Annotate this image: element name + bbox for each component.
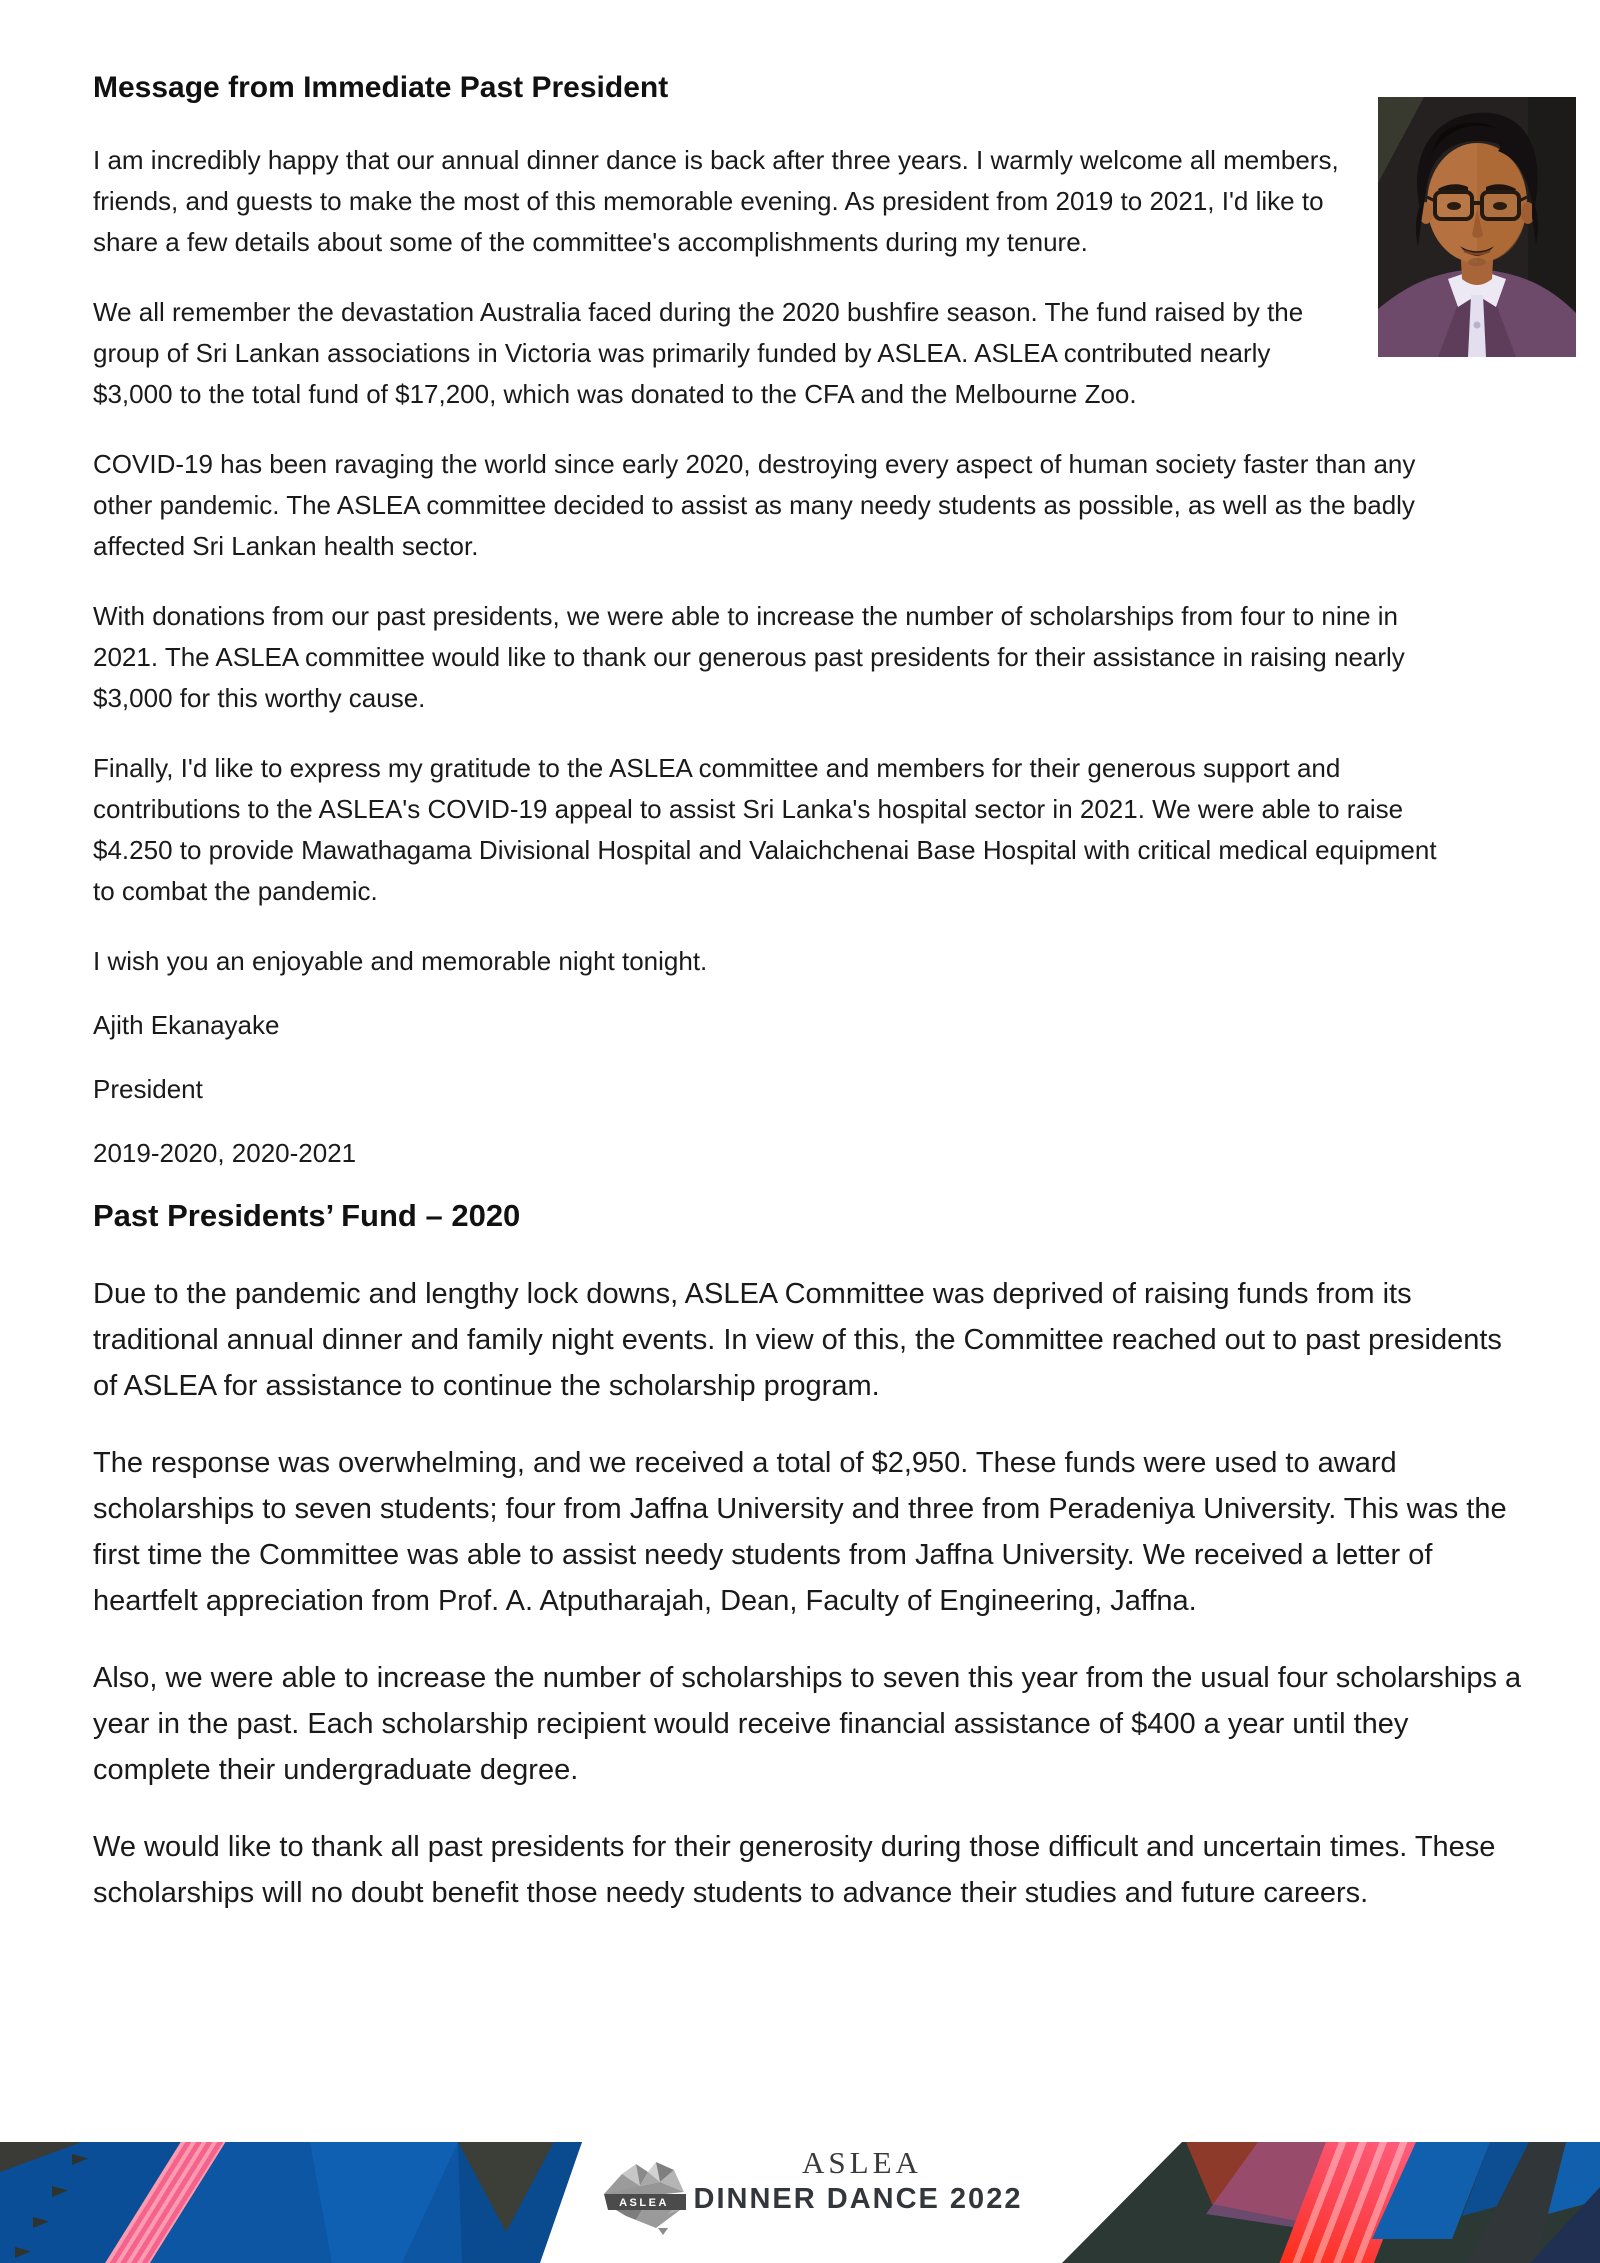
signature-name: Ajith Ekanayake bbox=[93, 1010, 280, 1040]
event-title: DINNER DANCE 2022 bbox=[693, 2183, 1023, 2215]
paragraph: We would like to thank all past presidents for their generosity during those difficult and uncertain times. These scholarships will no doubt benefit those needy students to advance their studies and future careers. bbox=[93, 1831, 1496, 1909]
paragraph: Also, we were able to increase the number of scholarships to seven this year from the usual four scholarships a year in the past. Each scholarship recipient would receive financial assistance of $400 a year until they complete their undergraduate degree. bbox=[93, 1662, 1522, 1786]
paragraph: With donations from our past presidents, we were able to increase the number of scholarships from four to nine in 2021. The ASLEA committee would like to thank our generous past presidents for their assistance in raising nearly $3,000 for this worthy cause. bbox=[93, 601, 1405, 713]
heading-fund: Past Presidents’ Fund – 2020 bbox=[93, 1198, 521, 1233]
aslea-logo bbox=[602, 2158, 686, 2236]
section-fund bbox=[93, 1197, 1533, 1916]
paragraph: We all remember the devastation Australia faced during the 2020 bushfire season. The fund raised by the group of Sri Lankan associations in Victoria was primarily funded by ASLEA. ASLEA contributed nearly $3,000 to the total fund of $17,200, which was donated to the CFA and the Melbourne Zoo. bbox=[93, 297, 1304, 409]
aslea-wordmark: ASLEA bbox=[802, 2145, 922, 2180]
footer-right-art bbox=[1000, 2142, 1600, 2263]
aslea-logo-label: ASLEA bbox=[619, 2197, 669, 2209]
section-past-president bbox=[93, 70, 1533, 1174]
heading-past-president: Message from Immediate Past President bbox=[93, 71, 669, 104]
closing-line: I wish you an enjoyable and memorable night tonight. bbox=[93, 946, 708, 976]
paragraph: Finally, I'd like to express my gratitude to the ASLEA committee and members for their generous support and contributions to the ASLEA's COVID-19 appeal to assist Sri Lanka's hospital sector in 2021. We were able to raise $4.250 to provide Mawathagama Divisional Hospital and Valaichchenai Base Hospital with critical medical equipment to combat the pandemic. bbox=[93, 753, 1437, 906]
paragraph: I am incredibly happy that our annual dinner dance is back after three years. I warmly welcome all members, friends, and guests to make the most of this memorable evening. As president from 2019 to 2021, I'd like to share a few details about some of the committee's accomplishments during my tenure. bbox=[93, 145, 1339, 257]
paragraph: COVID-19 has been ravaging the world since early 2020, destroying every aspect of human society faster than any other pandemic. The ASLEA committee decided to assist as many needy students as possible, as well as the badly affected Sri Lankan health sector. bbox=[93, 449, 1416, 561]
signature-title: President bbox=[93, 1074, 203, 1104]
footer-left-art bbox=[0, 2142, 600, 2263]
past-president-photo bbox=[1378, 97, 1576, 357]
footer-banner bbox=[0, 2142, 1600, 2263]
photo-float-area bbox=[1378, 136, 1533, 374]
paragraph: The response was overwhelming, and we received a total of $2,950. These funds were used to award scholarships to seven students; four from Jaffna University and three from Peradeniya University. This was the first time the Committee was able to assist needy students from Jaffna University. We received a letter of heartfelt appreciation from Prof. A. Atputharajah, Dean, Faculty of Engineering, Jaffna. bbox=[93, 1447, 1507, 1617]
paragraph: Due to the pandemic and lengthy lock downs, ASLEA Committee was deprived of raising funds from its traditional annual dinner and family night events. In view of this, the Committee reached out to past presidents of ASLEA for assistance to continue the scholarship program. bbox=[93, 1278, 1502, 1402]
signature-years: 2019-2020, 2020-2021 bbox=[93, 1138, 357, 1168]
footer-center bbox=[600, 2142, 1023, 2263]
